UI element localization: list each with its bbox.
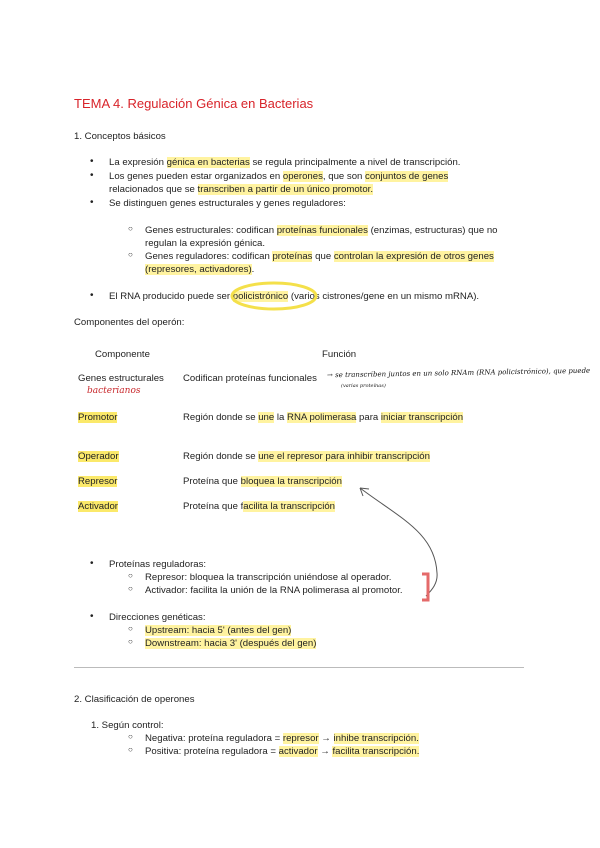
page-title: TEMA 4. Regulación Génica en Bacterias — [74, 96, 314, 111]
bullet-item: • Los genes pueden estar organizados en operones, que son conjuntos de genes — [109, 171, 448, 182]
table-cell-function: Región donde se une el represor para inhibir transcripción — [183, 451, 430, 462]
handwritten-note-red: bacterianos — [87, 386, 141, 396]
sub-bullet-item: ○ Genes reguladores: codifican proteínas que controlan la expresión de otros genes — [145, 251, 494, 262]
operon-heading: Componentes del operón: — [74, 317, 185, 328]
bullet-continuation: relacionados que se transcriben a partir de un único promotor. — [109, 184, 373, 195]
highlight-circle-annotation — [228, 278, 320, 314]
table-header-component: Componente — [95, 349, 150, 360]
sub-bullet-item: ○ Activador: facilita la unión de la RNA polimerasa al promotor. — [145, 585, 403, 596]
table-cell-component: Operador — [78, 451, 119, 462]
table-cell-function: Codifican proteínas funcionales — [183, 373, 317, 384]
sub-bullet-item: ○ Genes estructurales: codifican proteínas funcionales (enzimas, estructuras) que no — [145, 225, 498, 236]
bullet-item: • El RNA producido puede ser policistrónico (varios cistrones/gene en un mismo mRNA). — [109, 291, 479, 302]
table-cell-component: Promotor — [78, 412, 118, 423]
handwritten-note: → se transcriben juntos en un solo RNAm (RNA policistrónico), que puede — [326, 366, 591, 380]
table-cell-component: Represor — [78, 476, 118, 487]
section-heading: 2. Clasificación de operones — [74, 694, 195, 705]
table-cell-function: Proteína que facilita la transcripción — [183, 501, 335, 512]
numbered-item: 1. Según control: — [91, 720, 164, 731]
table-header-function: Función — [322, 349, 357, 360]
handwritten-note: (varias proteínas) — [341, 383, 386, 389]
sub-bullet-item: ○ Represor: bloquea la transcripción uniéndose al operador. — [145, 572, 391, 583]
sub-bullet-item: ○ Positiva: proteína reguladora = activador → facilita transcripción. — [145, 746, 419, 757]
section-heading: 1. Conceptos básicos — [74, 131, 166, 142]
table-cell-function: Proteína que bloquea la transcripción — [183, 476, 342, 487]
sub-bullet-continuation: (represores, activadores). — [145, 264, 255, 275]
sub-bullet-item: ○ Upstream: hacia 5' (antes del gen) — [145, 625, 291, 636]
horizontal-divider — [74, 667, 524, 668]
bullet-item: • Se distinguen genes estructurales y genes reguladores: — [109, 198, 346, 209]
bullet-item: • La expresión génica en bacterias se regula principalmente a nivel de transcripción. — [109, 157, 460, 168]
table-cell-component: Activador — [78, 501, 118, 512]
sub-bullet-item: ○ Negativa: proteína reguladora = represor → inhibe transcripción. — [145, 733, 419, 744]
table-cell-component: Genes estructurales — [78, 373, 164, 384]
sub-bullet-continuation: regulan la expresión génica. — [145, 238, 266, 249]
bullet-item: • Proteínas reguladoras: — [109, 559, 206, 570]
bullet-item: • Direcciones genéticas: — [109, 612, 206, 623]
sub-bullet-item: ○ Downstream: hacia 3' (después del gen) — [145, 638, 316, 649]
table-cell-function: Región donde se une la RNA polimerasa para iniciar transcripción — [183, 412, 464, 423]
